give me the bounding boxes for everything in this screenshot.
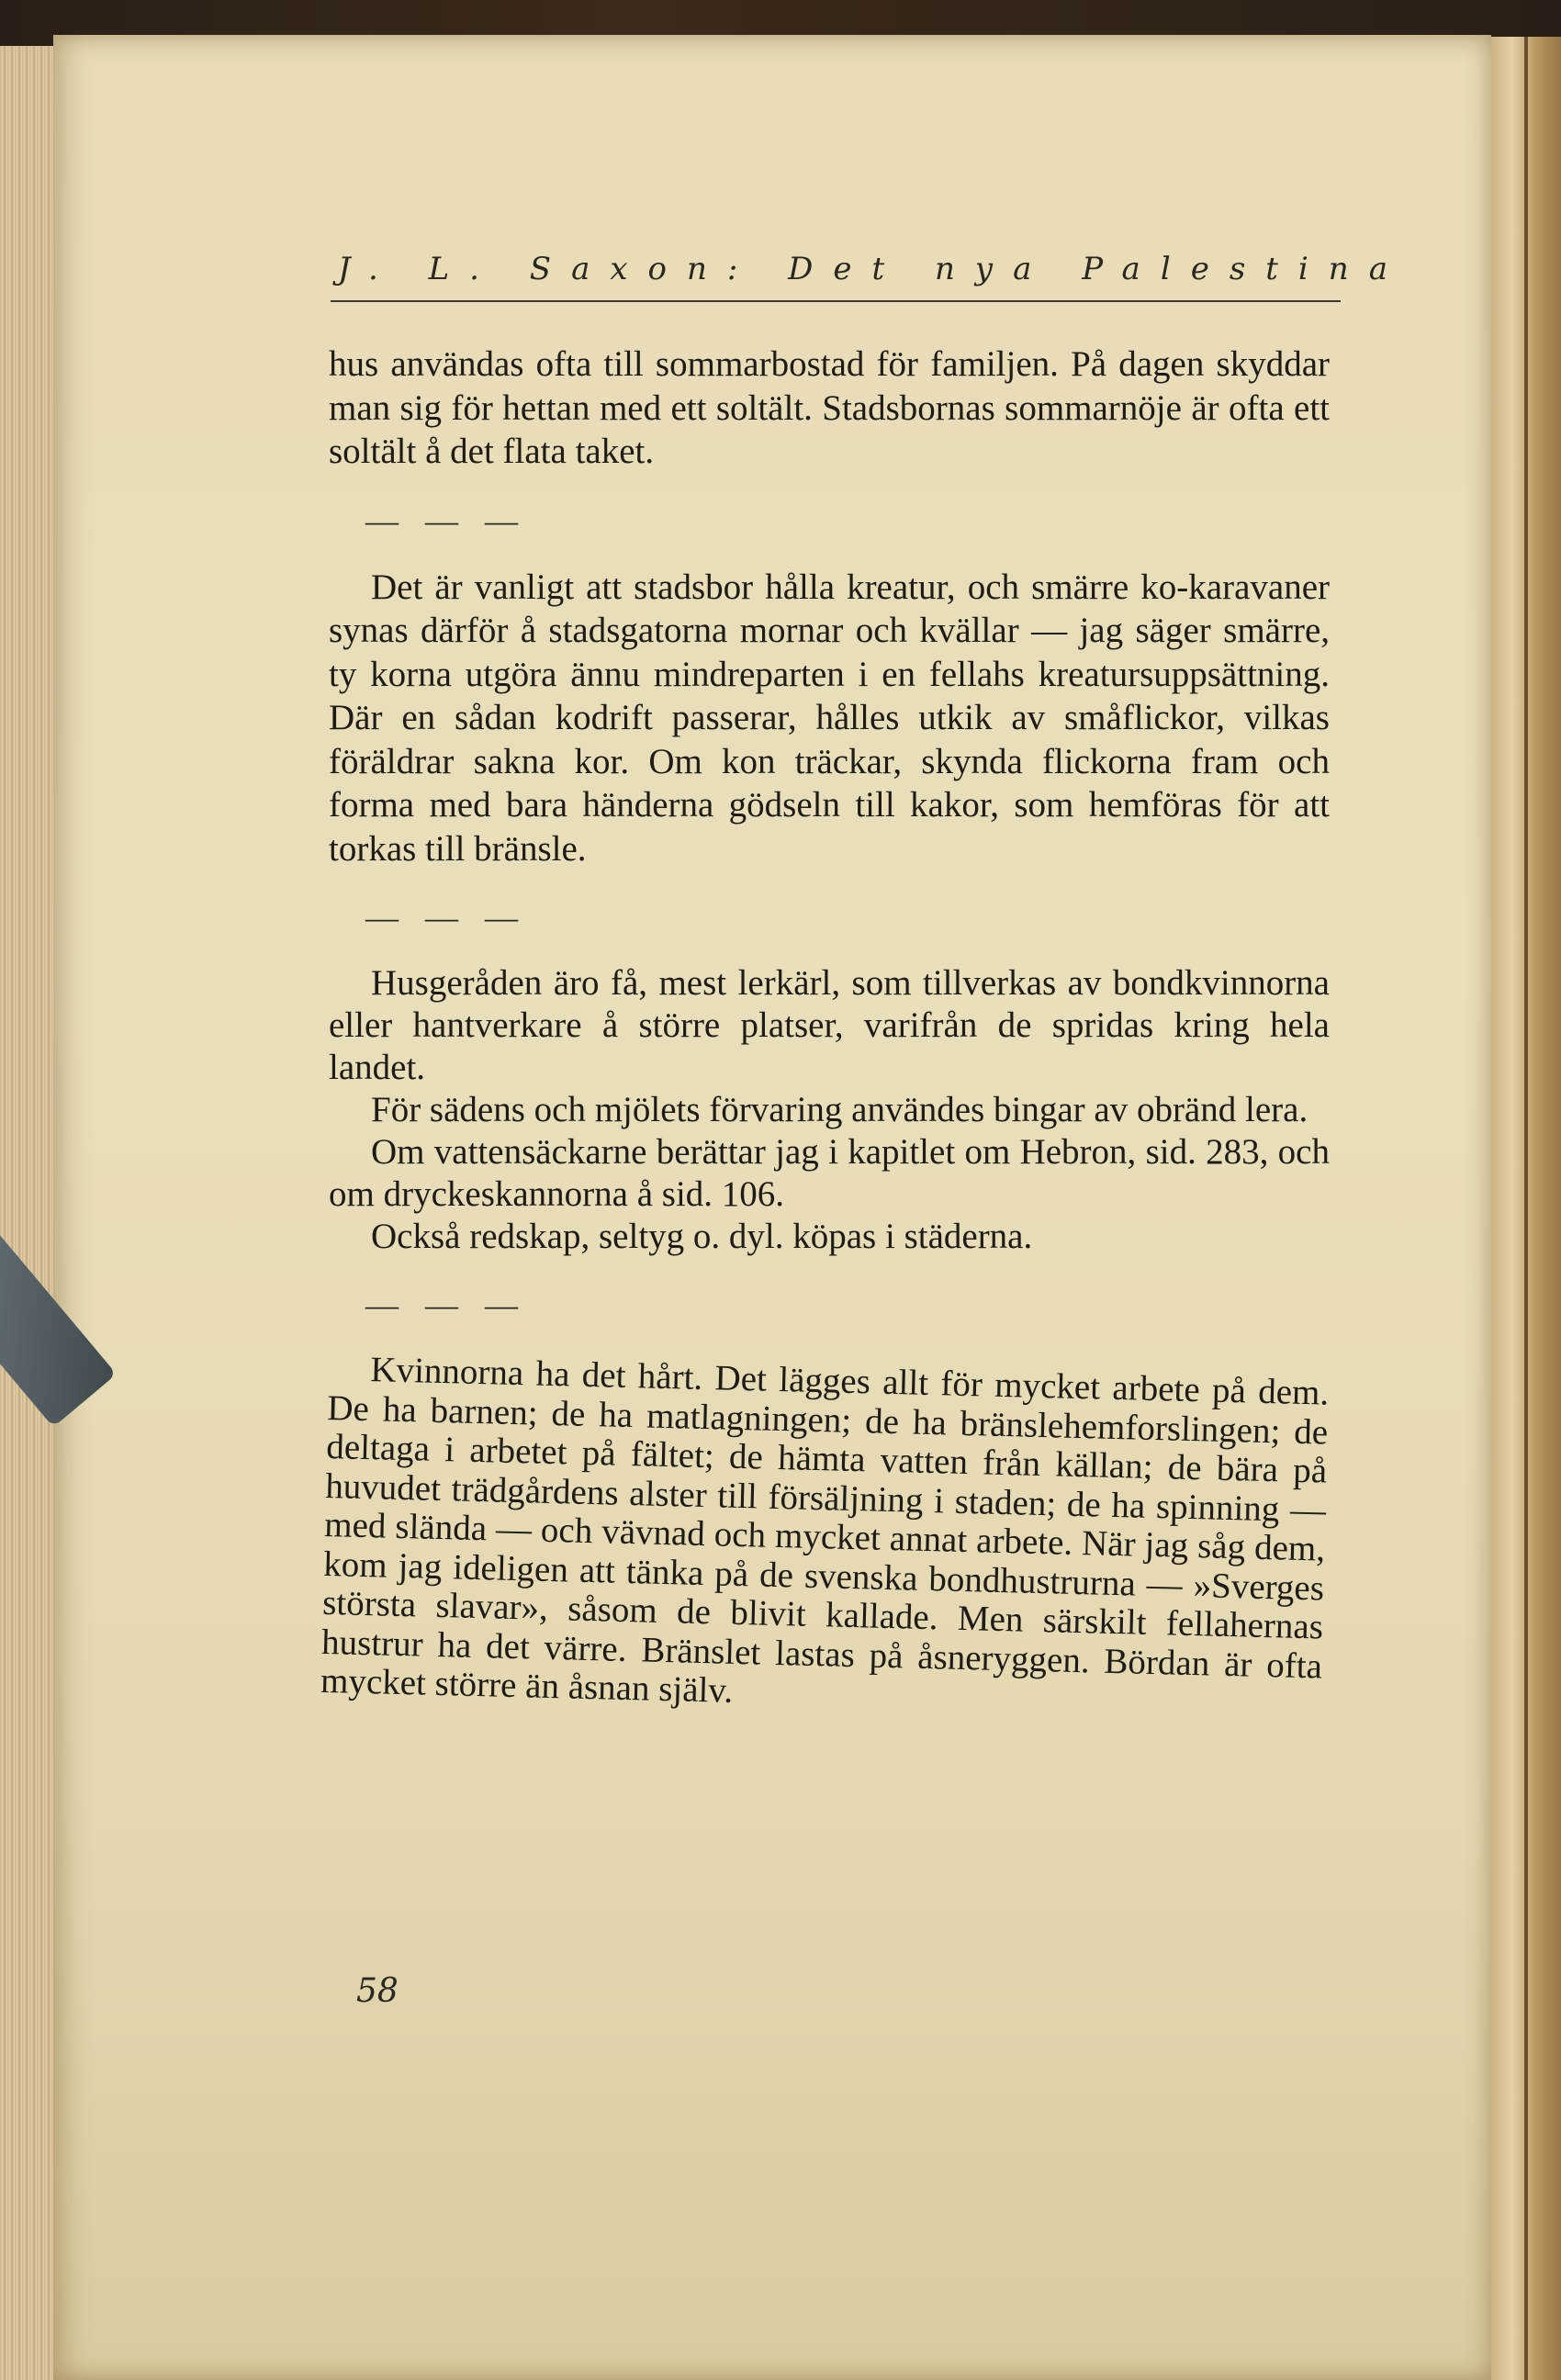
running-head: J. L. Saxon: Det nya Palestina [338, 251, 1408, 287]
paragraph: Också redskap, seltyg o. dyl. köpas i städerna. [371, 1217, 1033, 1256]
paragraph: Om vattensäckarne berättar jag i kapitlet om Hebron, sid. 283, och om dryckeskannorna å sid. 106. [329, 1132, 1330, 1214]
section-separator: — — — [365, 501, 527, 539]
text-block-2 [329, 566, 1403, 871]
header-rule [331, 300, 1341, 302]
paragraph: För sädens och mjölets förvaring användes bingar av obränd lera. [371, 1090, 1308, 1129]
text-block-1 [329, 342, 1403, 474]
book-page [53, 35, 1491, 2380]
page-text-area [320, 251, 1408, 1711]
text-block-4 [320, 1350, 1403, 1727]
paragraph: Husgeråden äro få, mest lerkärl, som tillverkas av bondkvinnorna eller hantverkare å större platser, varifrån de spridas kring hela landet. [329, 963, 1330, 1087]
page-number: 58 [356, 1972, 399, 2010]
paragraph: Det är vanligt att stadsbor hålla kreatur, och smärre ko-karavaner synas därför å stadsgatorna mornar och kvällar — jag säger smärre, ty korna utgöra ännu mindreparten i en fellahs kreatursuppsättning. Där en sådan kodrift passerar, hålles utkik av småflickor, vilkas föräldrar sakna kor. Om kon träckar, skynda flickorna fram och forma med bara händerna gödseln till kakor, som hemföras för att torkas till bränsle. [329, 567, 1330, 869]
text-block-3 [329, 962, 1403, 1258]
paragraph: hus användas ofta till sommarbostad för familjen. På dagen skyddar man sig för hettan med ett soltält. Stadsbornas sommarnöje är ofta ett soltält å det flata taket. [329, 344, 1330, 471]
section-separator: — — — [365, 1286, 527, 1323]
paragraph: Kvinnorna ha det hårt. Det lägges allt för mycket arbete på dem. De ha barnen; de ha matlagningen; de ha bränslehemforslingen; de deltaga i arbetet på fältet; de hämta vatten från källan; de bära på huvudet trädgårdens alster till försäljning i staden; de ha spinning — med slända — och vävnad och mycket annat arbete. När jag såg dem, kom jag ideligen att tänka på de svenska bondhustrurna — »Sverges största slavar», såsom de blivit kallade. Men särskilt fellahernas hustrur ha det värre. Bränslet lastas på åsneryggen. Bördan är ofta mycket större än åsnan själv. [320, 1350, 1330, 1711]
facing-page-edge [1488, 37, 1561, 2380]
section-separator: — — — [365, 899, 527, 936]
book-page-edges [0, 46, 57, 2380]
